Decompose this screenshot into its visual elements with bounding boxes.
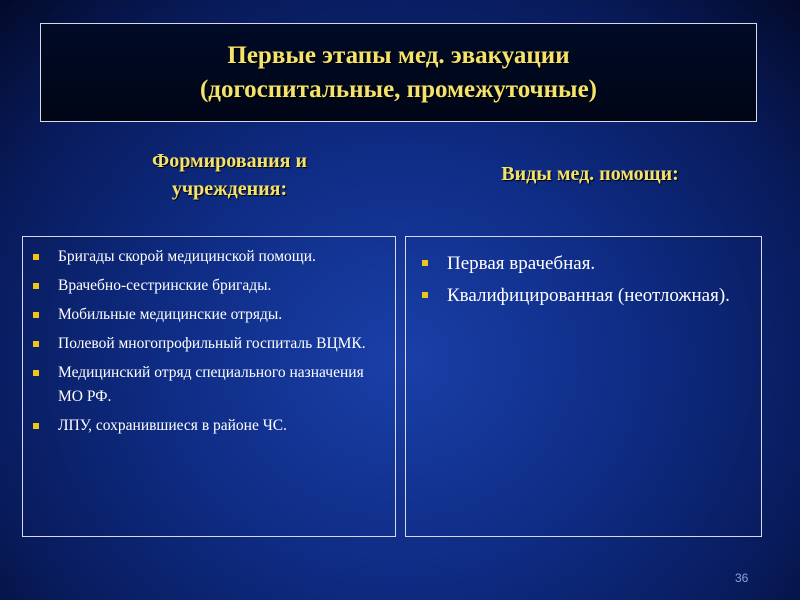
care-types-list: [418, 249, 751, 310]
list-item: [29, 274, 385, 298]
left-heading-line-2: учреждения:: [171, 178, 288, 200]
square-bullet-icon: [33, 283, 39, 289]
page-number: 36: [735, 571, 749, 585]
formations-panel: [22, 236, 396, 537]
list-item: [29, 361, 385, 409]
square-bullet-icon: [33, 370, 39, 376]
list-item: [418, 281, 751, 310]
list-item-text: Полевой многопрофильный госпиталь ВЦМК.: [58, 335, 366, 352]
right-column-heading: Виды мед. помощи:: [501, 163, 679, 185]
formations-list: [29, 245, 385, 438]
list-item-text: Первая врачебная.: [447, 253, 596, 274]
slide-title-line-1: Первые этапы мед. эвакуации: [227, 41, 570, 69]
list-item: [29, 414, 385, 438]
list-item: [29, 303, 385, 327]
square-bullet-icon: [33, 423, 39, 429]
slide-title-line-2: (догоспитальные, промежуточные): [199, 75, 597, 103]
list-item-text: Медицинский отряд специального назначения МО РФ.: [58, 364, 364, 405]
list-item: [29, 332, 385, 356]
list-item-text: Квалифицированная (неотложная).: [447, 285, 730, 306]
square-bullet-icon: [33, 341, 39, 347]
list-item: [418, 249, 751, 278]
left-column-heading: [92, 147, 367, 203]
title-box: [40, 23, 757, 122]
square-bullet-icon: [422, 292, 428, 298]
list-item: [29, 245, 385, 269]
left-heading-line-1: Формирования и: [152, 150, 307, 172]
list-item-text: Врачебно-сестринские бригады.: [58, 277, 272, 294]
care-types-panel: [405, 236, 762, 537]
list-item-text: Мобильные медицинские отряды.: [58, 306, 283, 323]
square-bullet-icon: [422, 260, 428, 266]
square-bullet-icon: [33, 312, 39, 318]
list-item-text: ЛПУ, сохранившиеся в районе ЧС.: [58, 417, 288, 434]
list-item-text: Бригады скорой медицинской помощи.: [58, 248, 316, 265]
square-bullet-icon: [33, 254, 39, 260]
